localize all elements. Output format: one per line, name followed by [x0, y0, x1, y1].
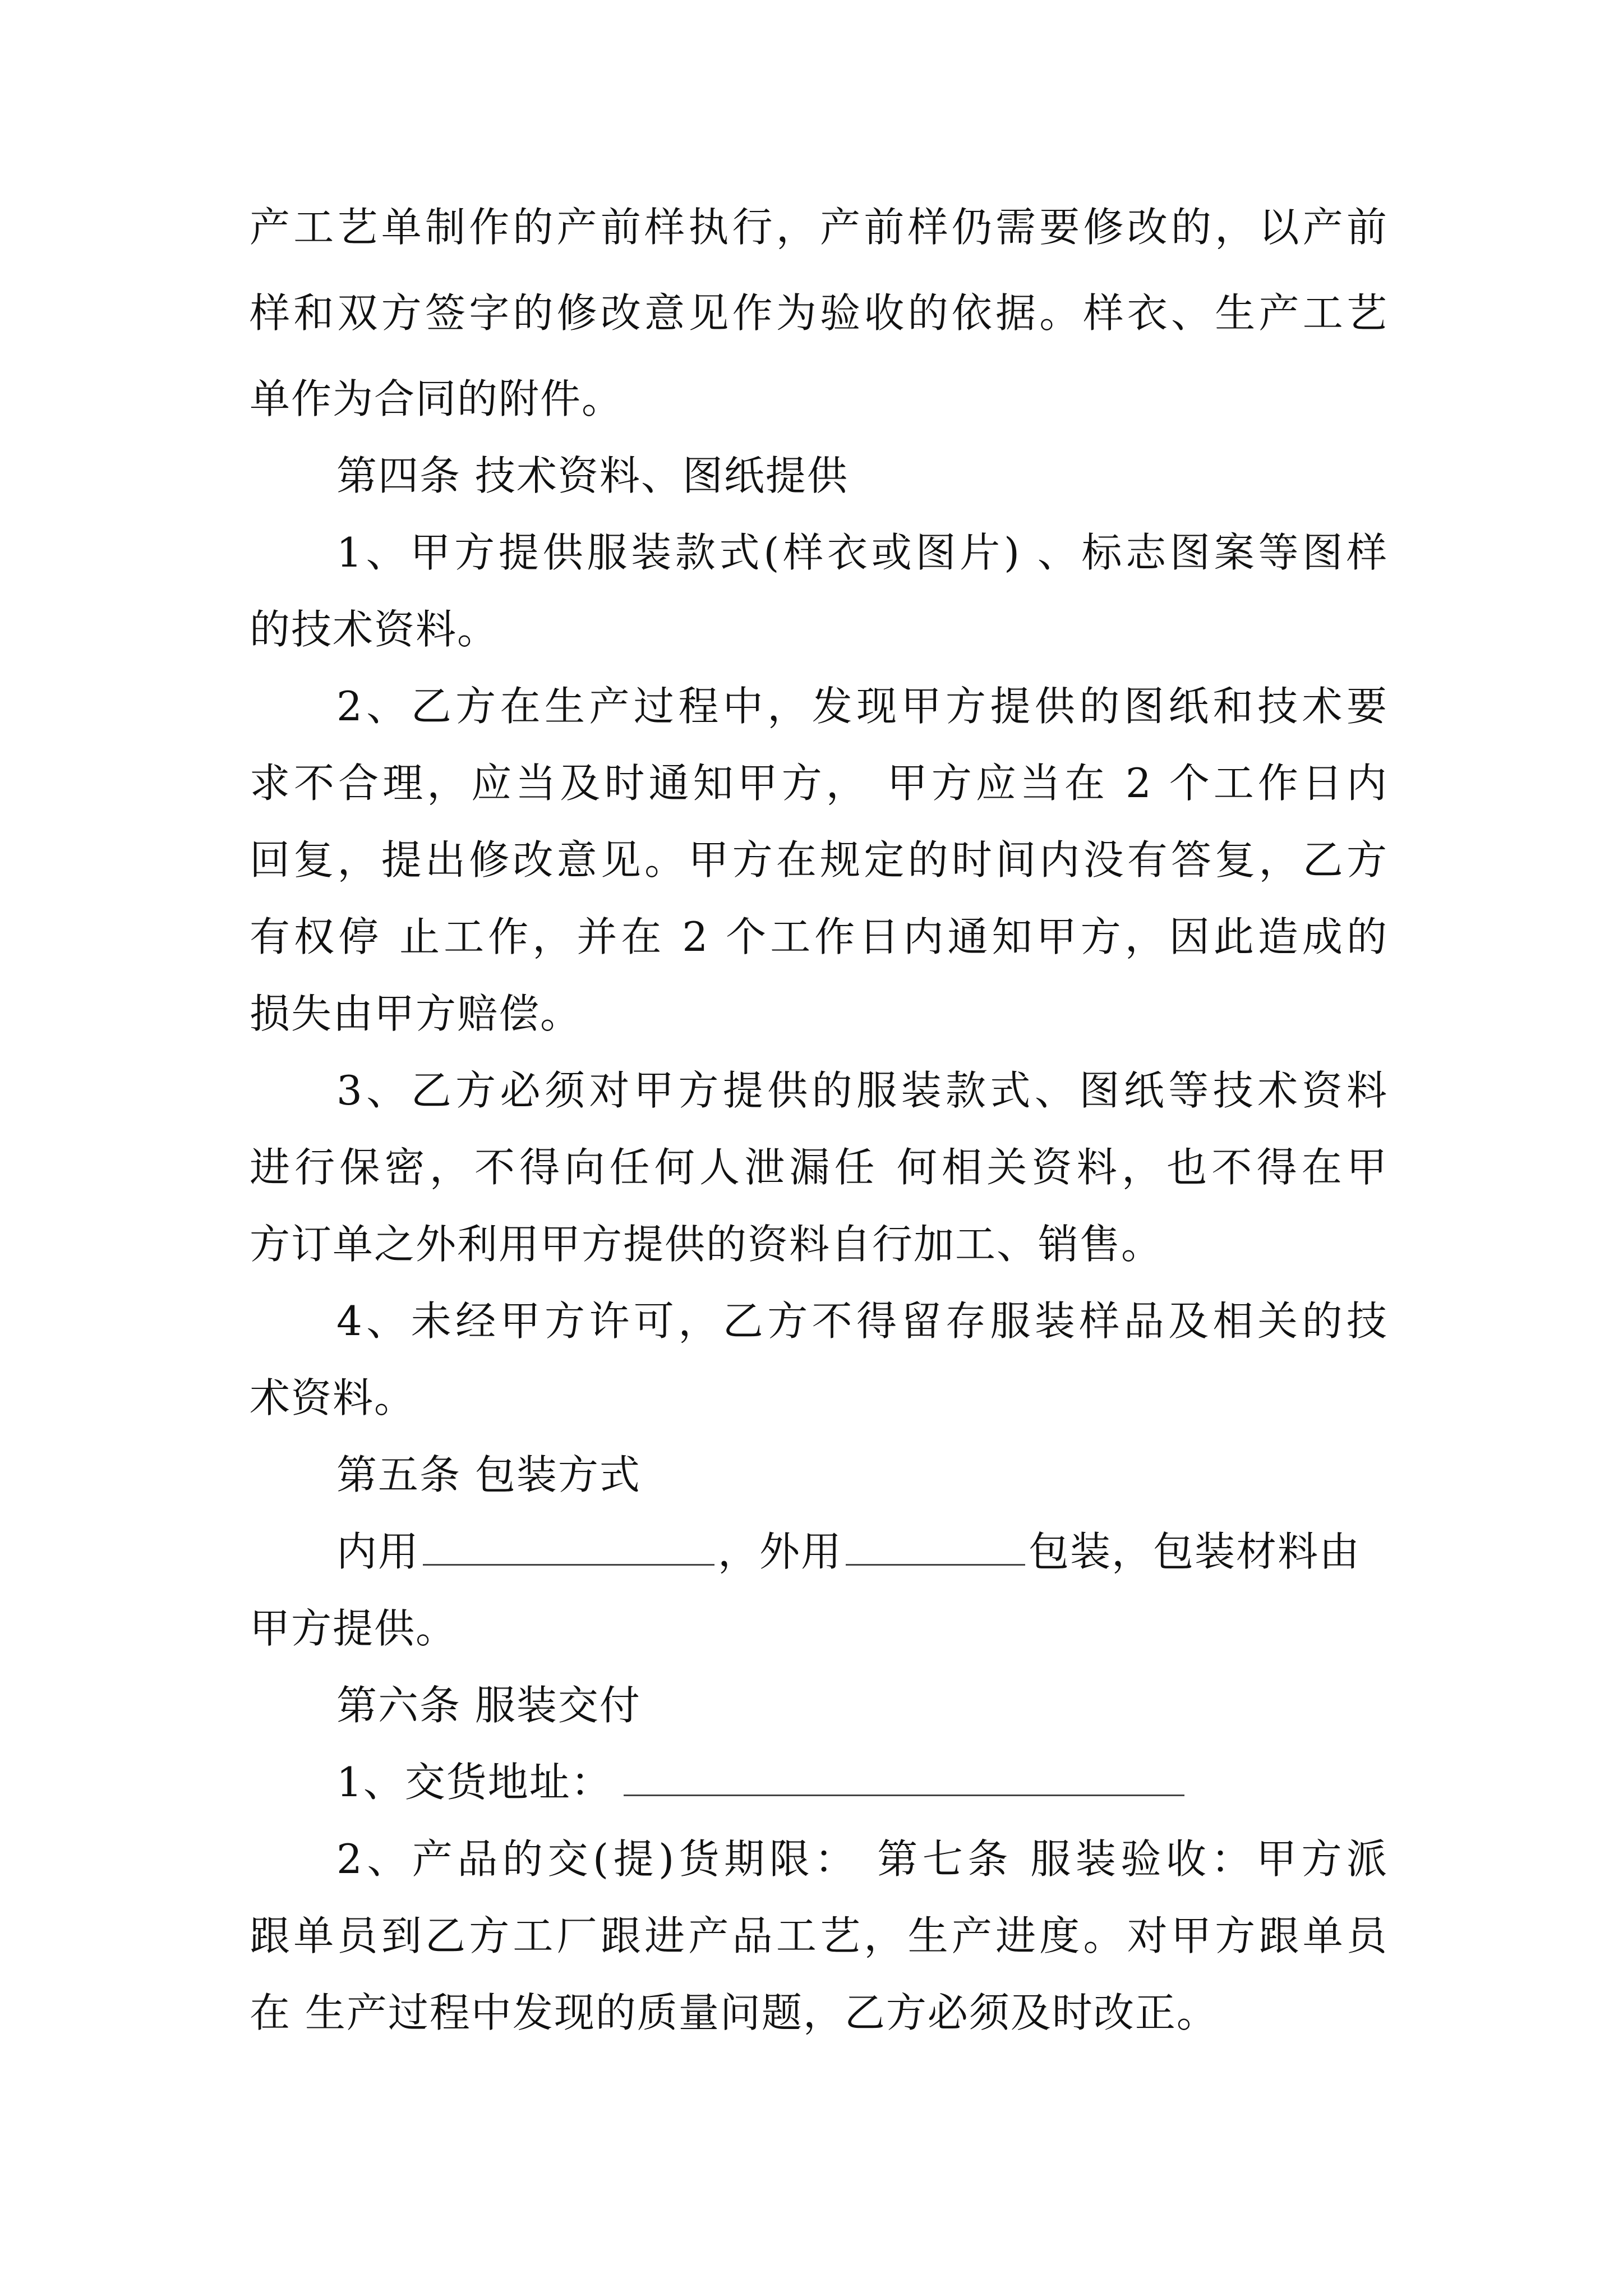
packaging-suffix: 包装，包装材料由 [1029, 1528, 1361, 1575]
body-line: 2、产品的交(提)货期限： 第七条 服装验收：甲方派 [336, 1835, 1388, 1883]
body-line: 的技术资料。 [250, 606, 499, 653]
body-line: 甲方提供。 [250, 1605, 458, 1652]
body-line: 求不合理，应当及时通知甲方， 甲方应当在 2 个工作日内 [250, 760, 1388, 807]
inner-packaging-label: 内用 [336, 1528, 420, 1575]
inner-packaging-blank[interactable] [423, 1530, 714, 1566]
outer-packaging-label: ，外用 [718, 1528, 843, 1575]
body-line: 1、甲方提供服装款式(样衣或图片) 、标志图案等图样 [336, 529, 1388, 576]
body-line: 3、乙方必须对甲方提供的服装款式、图纸等技术资料 [336, 1067, 1388, 1114]
delivery-address-line [336, 1754, 1388, 1810]
body-line: 在 生产过程中发现的质量问题，乙方必须及时改正。 [250, 1989, 1218, 2036]
section-heading: 第四条 技术资料、图纸提供 [336, 452, 849, 499]
outer-packaging-blank[interactable] [846, 1530, 1025, 1566]
body-line: 产工艺单制作的产前样执行，产前样仍需要修改的，以产前 [250, 204, 1388, 251]
body-line: 进行保密，不得向任何人泄漏任 何相关资料，也不得在甲 [250, 1144, 1388, 1191]
delivery-address-label: 1、交货地址： [336, 1759, 612, 1806]
packaging-line [336, 1524, 1388, 1580]
body-line: 方订单之外利用甲方提供的资料自行加工、销售。 [250, 1221, 1163, 1268]
body-line: 回复，提出修改意见。甲方在规定的时间内没有答复，乙方 [250, 836, 1388, 884]
body-line: 术资料。 [250, 1374, 416, 1421]
delivery-address-blank[interactable] [624, 1761, 1184, 1796]
section-heading: 第六条 服装交付 [336, 1682, 641, 1729]
body-line: 单作为合同的附件。 [250, 375, 624, 422]
body-line: 有权停 止工作，并在 2 个工作日内通知甲方，因此造成的 [250, 913, 1388, 960]
body-line: 2、乙方在生产过程中，发现甲方提供的图纸和技术要 [336, 683, 1388, 730]
body-line: 跟单员到乙方工厂跟进产品工艺，生产进度。对甲方跟单员 [250, 1912, 1388, 1959]
body-line: 样和双方签字的修改意见作为验收的依据。样衣、生产工艺 [250, 289, 1388, 337]
body-line: 4、未经甲方许可，乙方不得留存服装样品及相关的技 [336, 1297, 1388, 1345]
body-line: 损失由甲方赔偿。 [250, 990, 582, 1037]
section-heading: 第五条 包装方式 [336, 1451, 641, 1498]
